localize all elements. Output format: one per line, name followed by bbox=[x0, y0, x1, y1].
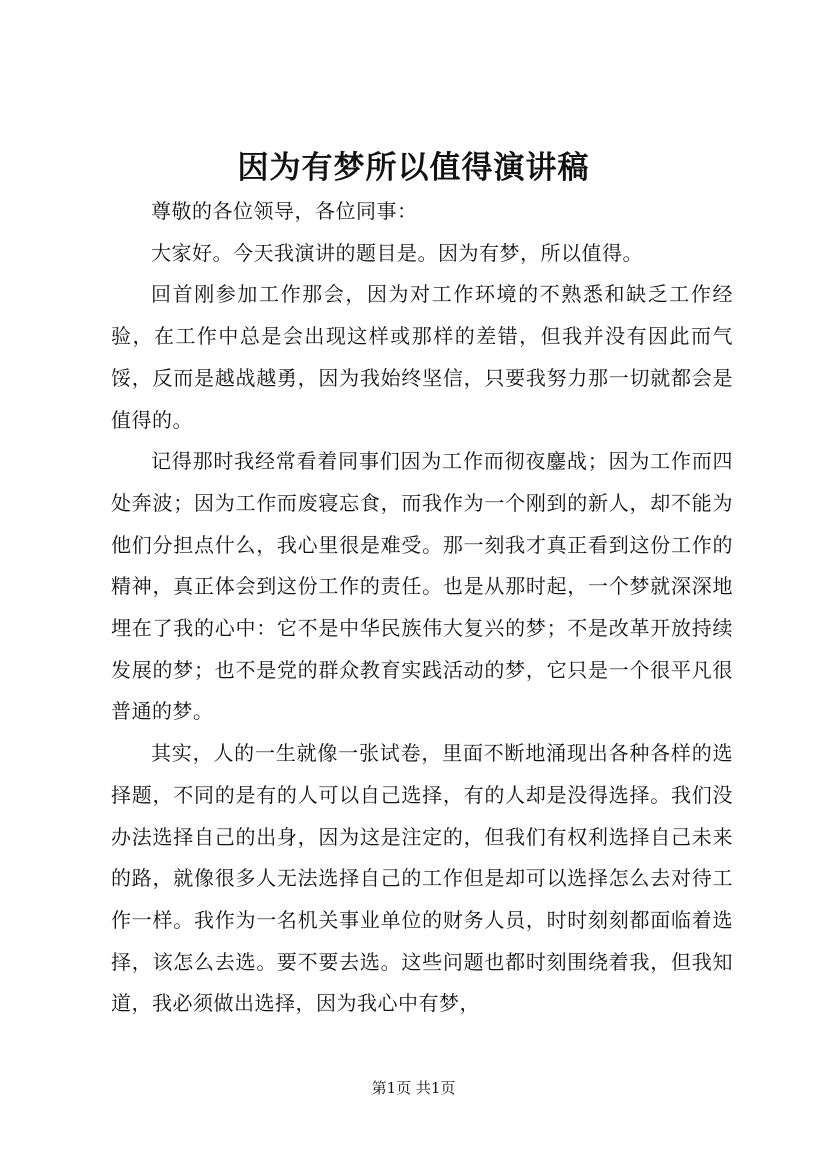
page-footer: 第1页 共1页 bbox=[371, 1079, 456, 1097]
document-title: 因为有梦所以值得演讲稿 bbox=[237, 150, 590, 186]
paragraph-recollection: 回首刚参加工作那会，因为对工作环境的不熟悉和缺乏工作经验，在工作中总是会出现这样或那样的差错，但我并没有因此而气馁，反而是越战越勇，因为我始终坚信，只要我努力那一切就都会是值得的。 bbox=[111, 282, 733, 432]
document-body bbox=[111, 191, 733, 1025]
paragraph-greeting: 大家好。今天我演讲的题目是。因为有梦，所以值得。 bbox=[151, 240, 643, 265]
paragraph-choice: 其实，人的一生就像一张试卷，里面不断地涌现出各种各样的选择题，不同的是有的人可以自己选择，有的人却是没得选择。我们没办法选择自己的出身，因为这是注定的，但我们有权利选择自己未来的路，就像很多人无法选择自己的工作但是却可以选择怎么去对待工作一样。我作为一名机关事业单位的财务人员，时时刻刻都面临着选择，该怎么去选。要不要去选。这些问题也都时刻围绕着我，但我知道，我必须做出选择，因为我心中有梦， bbox=[111, 741, 733, 1016]
paragraph-dream: 记得那时我经常看着同事们因为工作而彻夜鏖战；因为工作而四处奔波；因为工作而废寝忘食，而我作为一个刚到的新人，却不能为他们分担点什么，我心里很是难受。那一刻我才真正看到这份工作的精神，真正体会到这份工作的责任。也是从那时起，一个梦就深深地埋在了我的心中：它不是中华民族伟大复兴的梦；不是改革开放持续发展的梦；也不是党的群众教育实践活动的梦，它只是一个很平凡很普通的梦。 bbox=[111, 449, 733, 724]
paragraph-salutation: 尊敬的各位领导，各位同事： bbox=[151, 199, 418, 223]
